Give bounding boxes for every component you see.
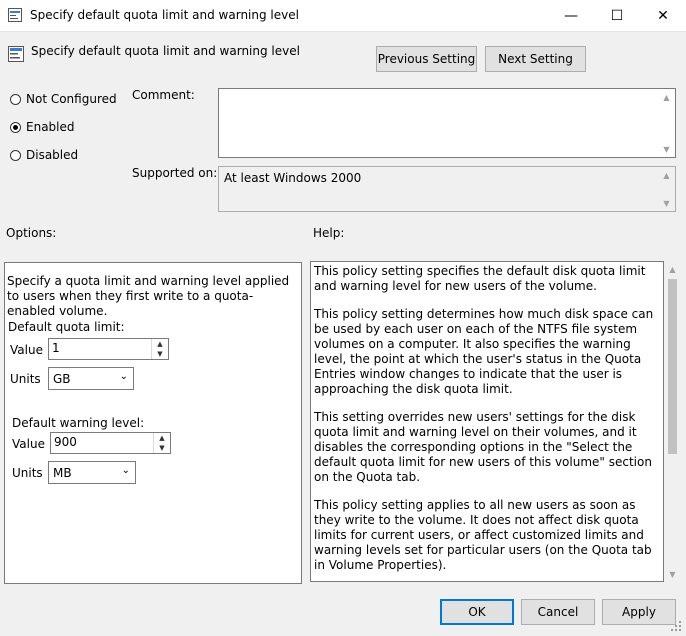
- comment-textbox[interactable]: [218, 88, 676, 158]
- quota-limit-units-label: Units: [10, 372, 41, 386]
- help-paragraph: This policy setting determines how much disk space can be used by each user on each of the NTFS file system volumes on a computer. It also specifies the warning level, the point at which the user's status in the Quota Entries window changes to indicate that the user is approaching the disk quota limit.: [314, 307, 654, 396]
- enabled-radio[interactable]: [10, 120, 75, 134]
- quota-limit-heading: Default quota limit:: [8, 320, 125, 334]
- scroll-up-icon[interactable]: ▲: [663, 92, 670, 102]
- help-scrollbar[interactable]: [664, 261, 681, 582]
- not-configured-label: Not Configured: [26, 92, 117, 106]
- supported-scrollbar[interactable]: [658, 167, 675, 211]
- help-paragraph: This policy setting applies to all new users as soon as they write to the volume. It does not affect disk quota limits for current users, or affect customized limits and warning levels set for particular users (on the Quota tab in Volume Properties).: [314, 498, 652, 572]
- scroll-up-icon[interactable]: ▲: [669, 264, 676, 274]
- help-panel[interactable]: [310, 261, 664, 582]
- maximize-button[interactable]: ☐: [610, 7, 624, 24]
- help-paragraph: This policy setting specifies the default disk quota limit and warning level for new users of the volume.: [314, 264, 646, 293]
- warning-level-units-value: MB: [53, 466, 72, 480]
- chevron-down-icon: ⌄: [119, 371, 128, 382]
- quota-limit-units-select[interactable]: [48, 367, 134, 390]
- warning-level-value-label: Value: [12, 437, 45, 451]
- close-button[interactable]: ✕: [657, 7, 669, 24]
- warning-level-units-select[interactable]: [48, 461, 136, 484]
- scroll-down-icon[interactable]: ▼: [669, 569, 676, 579]
- disabled-label: Disabled: [26, 148, 79, 162]
- warning-level-value-spinner[interactable]: [50, 432, 171, 454]
- help-label: Help:: [313, 226, 345, 240]
- cancel-button[interactable]: Cancel: [521, 599, 595, 625]
- radio-circle-selected: [10, 122, 21, 133]
- spin-up-icon[interactable]: ▲: [157, 340, 163, 348]
- resize-grip-icon[interactable]: [670, 620, 682, 632]
- policy-icon: [8, 8, 22, 22]
- spin-up-icon[interactable]: ▲: [159, 434, 165, 442]
- setting-title: Specify default quota limit and warning level: [31, 44, 300, 58]
- quota-limit-value: 1: [52, 341, 60, 355]
- next-setting-button[interactable]: Next Setting: [485, 46, 586, 72]
- not-configured-radio[interactable]: [10, 92, 117, 106]
- enabled-label: Enabled: [26, 120, 75, 134]
- radio-circle: [10, 150, 21, 161]
- spin-down-icon[interactable]: ▼: [159, 444, 165, 452]
- spinner-arrows[interactable]: [151, 339, 168, 359]
- spinner-arrows[interactable]: [153, 433, 170, 453]
- scroll-down-icon[interactable]: ▼: [663, 144, 670, 154]
- warning-level-heading: Default warning level:: [12, 416, 145, 430]
- radio-circle: [10, 94, 21, 105]
- options-label: Options:: [6, 226, 57, 240]
- comment-label: Comment:: [132, 88, 195, 102]
- supported-on-value: At least Windows 2000: [224, 171, 362, 185]
- warning-level-units-label: Units: [12, 466, 43, 480]
- previous-setting-button[interactable]: Previous Setting: [376, 46, 477, 72]
- spin-down-icon[interactable]: ▼: [157, 350, 163, 358]
- supported-on-box: [218, 166, 676, 212]
- minimize-button[interactable]: —: [564, 7, 578, 24]
- chevron-down-icon: ⌄: [121, 465, 130, 476]
- window-title: Specify default quota limit and warning level: [30, 8, 299, 22]
- options-panel: [4, 262, 302, 584]
- options-description: Specify a quota limit and warning level applied to users when they first write to a quota-enabled volume.: [7, 274, 290, 318]
- ok-button[interactable]: OK: [440, 599, 514, 625]
- quota-limit-units-value: GB: [53, 372, 71, 386]
- quota-limit-value-spinner[interactable]: [48, 338, 169, 360]
- quota-limit-value-label: Value: [10, 343, 43, 357]
- title-bar: [0, 0, 686, 32]
- comment-scrollbar[interactable]: [658, 89, 675, 157]
- disabled-radio[interactable]: [10, 148, 78, 162]
- scroll-up-icon[interactable]: ▲: [663, 170, 670, 180]
- apply-button[interactable]: Apply: [602, 599, 676, 625]
- supported-on-label: Supported on:: [132, 166, 218, 180]
- help-text: [314, 264, 658, 582]
- scrollbar-thumb[interactable]: [668, 279, 677, 454]
- help-paragraph: This setting overrides new users' settings for the disk quota limit and warning level on their volumes, and it disables the corresponding options in the "Select the default quota limit for new users of this volume" section on the Quota tab.: [314, 410, 652, 484]
- scroll-down-icon[interactable]: ▼: [663, 198, 670, 208]
- warning-level-value: 900: [54, 435, 77, 449]
- policy-setting-icon: [8, 46, 24, 62]
